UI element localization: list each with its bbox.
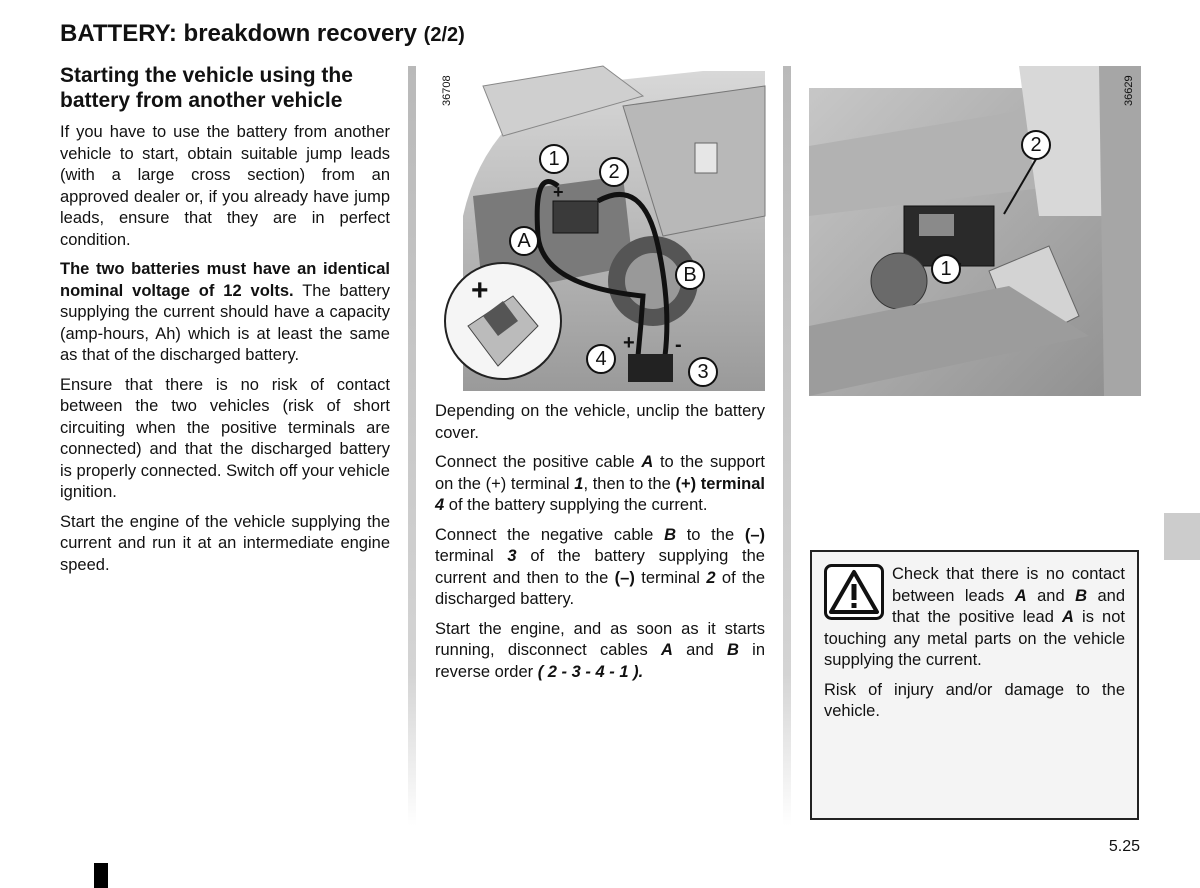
callout-1: 1 bbox=[539, 144, 569, 174]
callout-a: A bbox=[509, 226, 539, 256]
callout-4: 4 bbox=[586, 344, 616, 374]
callout-b: B bbox=[675, 260, 705, 290]
plus-sign: + bbox=[623, 332, 635, 354]
paragraph: Start the engine, and as soon as it starts running, disconnect cables A and B in reverse order ( 2 - 3 - 4 - 1 ). bbox=[435, 619, 765, 681]
plus-sign: + bbox=[553, 182, 564, 202]
column-divider bbox=[783, 66, 791, 826]
warning-text: Check that there is no contact between leads A and B and that the positive lead A is not touching any metal parts on the vehicle supplying the current. bbox=[824, 565, 1125, 669]
warning-text: Risk of injury and/or damage to the vehicle. bbox=[824, 680, 1125, 720]
paragraph: Connect the negative cable B to the (–) terminal 3 of the battery supplying the current and then to the (–) terminal 2 of the discharged battery. bbox=[435, 525, 766, 608]
page-number: 5.25 bbox=[1108, 838, 1140, 855]
column-left-text bbox=[60, 122, 390, 584]
van-jump-start-drawing bbox=[443, 66, 765, 391]
paragraph: If you have to use the battery from another vehicle to start, obtain suitable jump leads (with a large cross section) from an approved dealer or, if you already have jump leads, ensure that they are in perfect condition. bbox=[60, 123, 390, 249]
section-heading: Starting the vehicle using the battery from another vehicle bbox=[60, 64, 353, 112]
callout-2: 2 bbox=[1021, 130, 1051, 160]
callout-3: 3 bbox=[688, 357, 718, 387]
jump-start-illustration bbox=[443, 66, 765, 391]
engine-bay-illustration bbox=[809, 66, 1141, 396]
callout-1: 1 bbox=[931, 254, 961, 284]
paragraph: Ensure that there is no risk of contact between the two vehicles (risk of short circuiting when the positive terminals are connected) and that the discharged battery is properly connected. Switch off your vehicle ignition. bbox=[60, 375, 390, 501]
paragraph: Start the engine of the vehicle supplying the current and run it at an intermediate engine speed. bbox=[60, 512, 390, 574]
column-middle-text bbox=[435, 401, 765, 691]
minus-sign: - bbox=[675, 334, 682, 356]
paragraph: Depending on the vehicle, unclip the battery cover. bbox=[435, 402, 765, 442]
page-title-suffix: (2/2) bbox=[423, 24, 465, 46]
callout-2: 2 bbox=[599, 157, 629, 187]
plus-sign: + bbox=[471, 274, 489, 307]
page-title: BATTERY: breakdown recovery (2/2) bbox=[60, 20, 465, 47]
warning-box bbox=[810, 550, 1139, 820]
chapter-tab bbox=[1164, 513, 1200, 560]
figure-code: 36629 bbox=[1123, 75, 1135, 106]
paragraph: Connect the positive cable A to the support on the (+) terminal 1, then to the (+) terminal 4 of the battery supplying the current. bbox=[435, 453, 765, 514]
crop-mark bbox=[94, 863, 108, 888]
warning-triangle-icon bbox=[824, 564, 884, 620]
column-divider bbox=[408, 66, 416, 826]
paragraph: The two batteries must have an identical nominal voltage of 12 volts. The battery supplying the current should have a capacity (amp-hours, Ah) which is at least the same as that of the discharged battery. bbox=[60, 260, 390, 364]
figure-code: 36708 bbox=[441, 75, 453, 106]
engine-bay-drawing bbox=[809, 66, 1141, 396]
